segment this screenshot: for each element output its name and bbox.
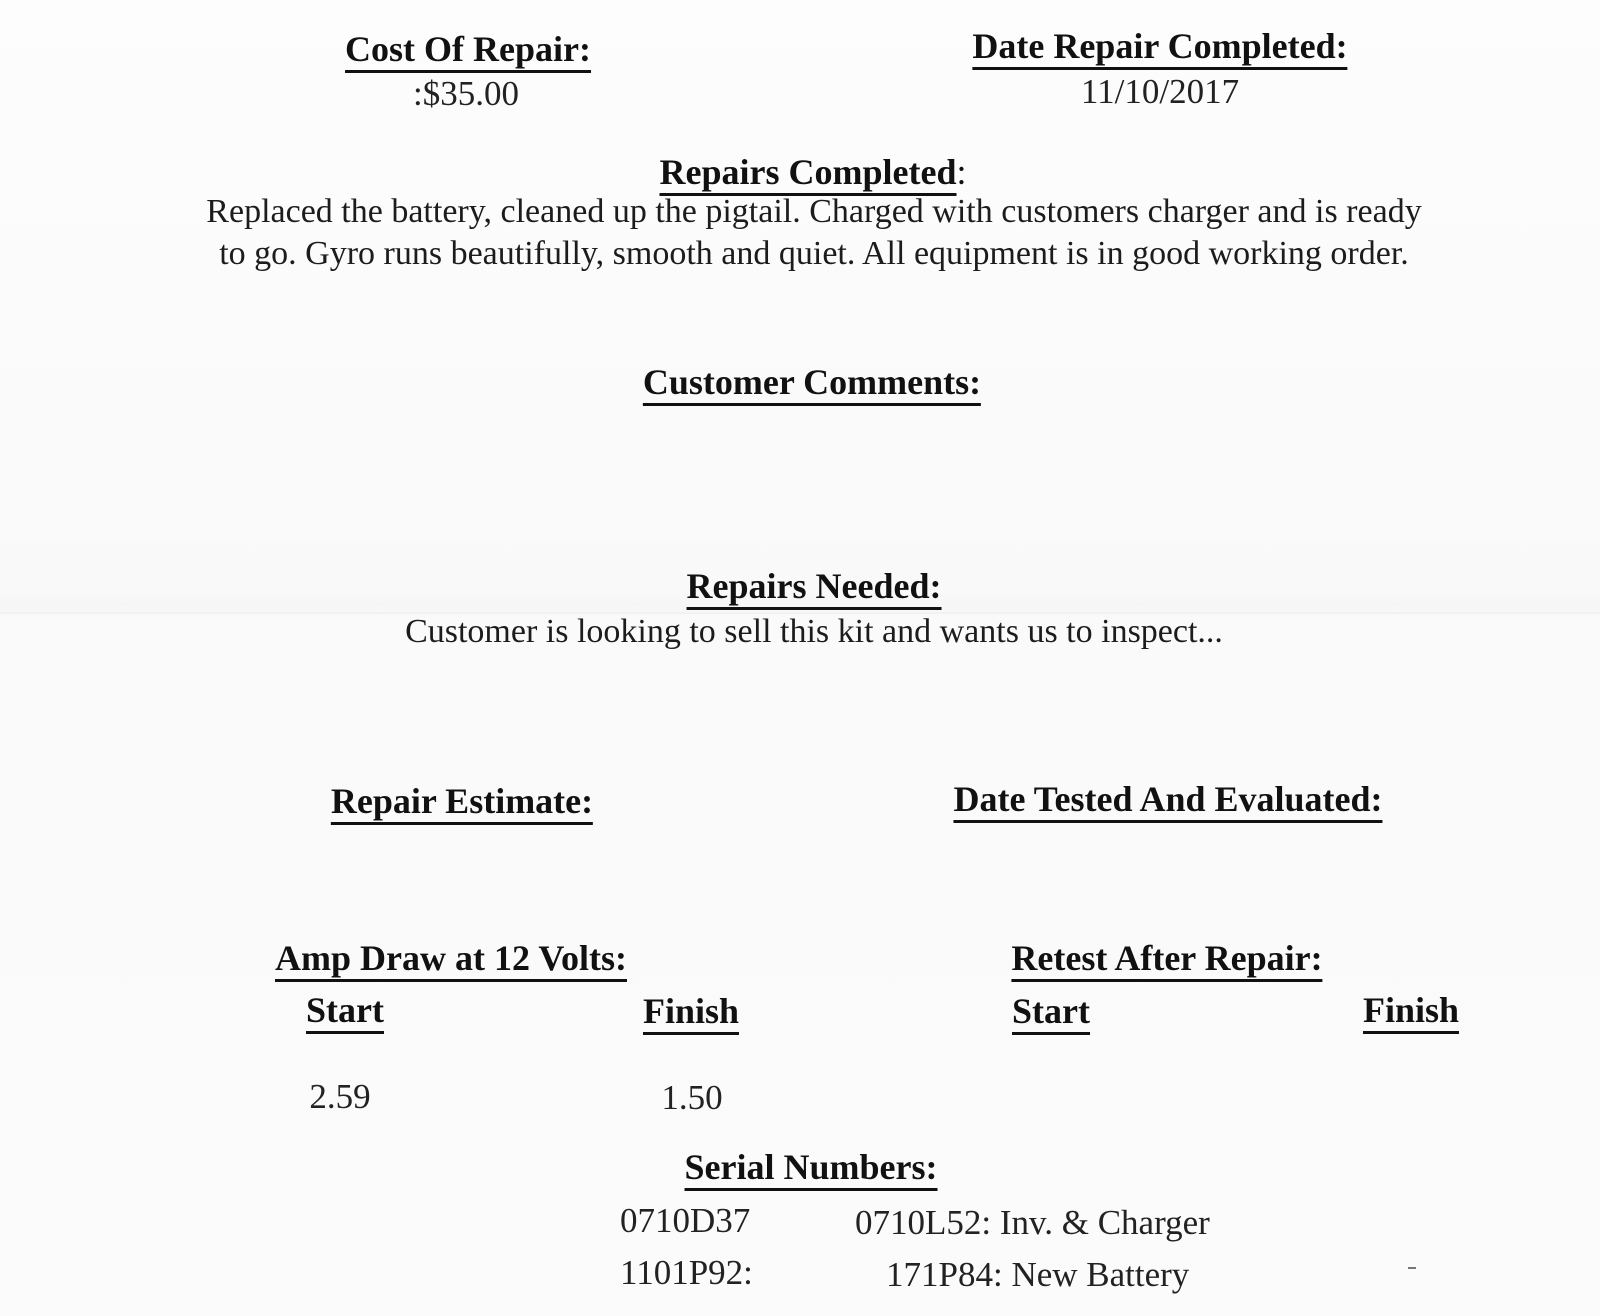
- amp-draw-start-value: 2.59: [309, 1077, 371, 1116]
- repairs-completed-heading-wrap: [660, 151, 967, 196]
- serial-number-2-left: 1101P92:: [620, 1253, 753, 1292]
- amp-draw-finish-value: 1.50: [661, 1078, 723, 1117]
- repair-estimate-heading: Repair Estimate:: [331, 783, 593, 825]
- repairs-needed-value: Customer is looking to sell this kit and wants us to inspect...: [405, 613, 1223, 650]
- date-repair-completed-heading: Date Repair Completed:: [972, 28, 1347, 70]
- date-tested-heading: Date Tested And Evaluated:: [953, 781, 1382, 823]
- amp-draw-start-label: Start: [306, 992, 384, 1034]
- retest-start-label: Start: [1012, 993, 1090, 1035]
- serial-numbers-heading: Serial Numbers:: [685, 1149, 938, 1191]
- repairs-completed-colon: :: [956, 152, 967, 192]
- serial-number-2-right: 171P84: New Battery: [886, 1255, 1190, 1294]
- repairs-completed-heading: Repairs Completed: [660, 154, 957, 196]
- date-repair-completed-value: 11/10/2017: [1080, 72, 1240, 111]
- repairs-needed-heading: Repairs Needed:: [687, 568, 942, 610]
- cost-of-repair-value: :$35.00: [413, 74, 519, 113]
- cost-of-repair-heading: Cost Of Repair:: [345, 31, 591, 73]
- amp-draw-heading: Amp Draw at 12 Volts:: [275, 940, 627, 982]
- serial-number-1-right: 0710L52: Inv. & Charger: [855, 1203, 1210, 1242]
- retest-heading: Retest After Repair:: [1011, 940, 1322, 982]
- retest-finish-label: Finish: [1363, 992, 1459, 1034]
- repairs-completed-line-2: to go. Gyro runs beautifully, smooth and quiet. All equipment is in good working order.: [219, 235, 1409, 272]
- serial-number-1-left: 0710D37: [620, 1201, 751, 1240]
- customer-comments-heading: Customer Comments:: [643, 364, 981, 406]
- paper-speck: [1408, 1267, 1416, 1269]
- repairs-completed-line-1: Replaced the battery, cleaned up the pigtail. Charged with customers charger and is ready: [206, 193, 1422, 230]
- amp-draw-finish-label: Finish: [643, 993, 739, 1035]
